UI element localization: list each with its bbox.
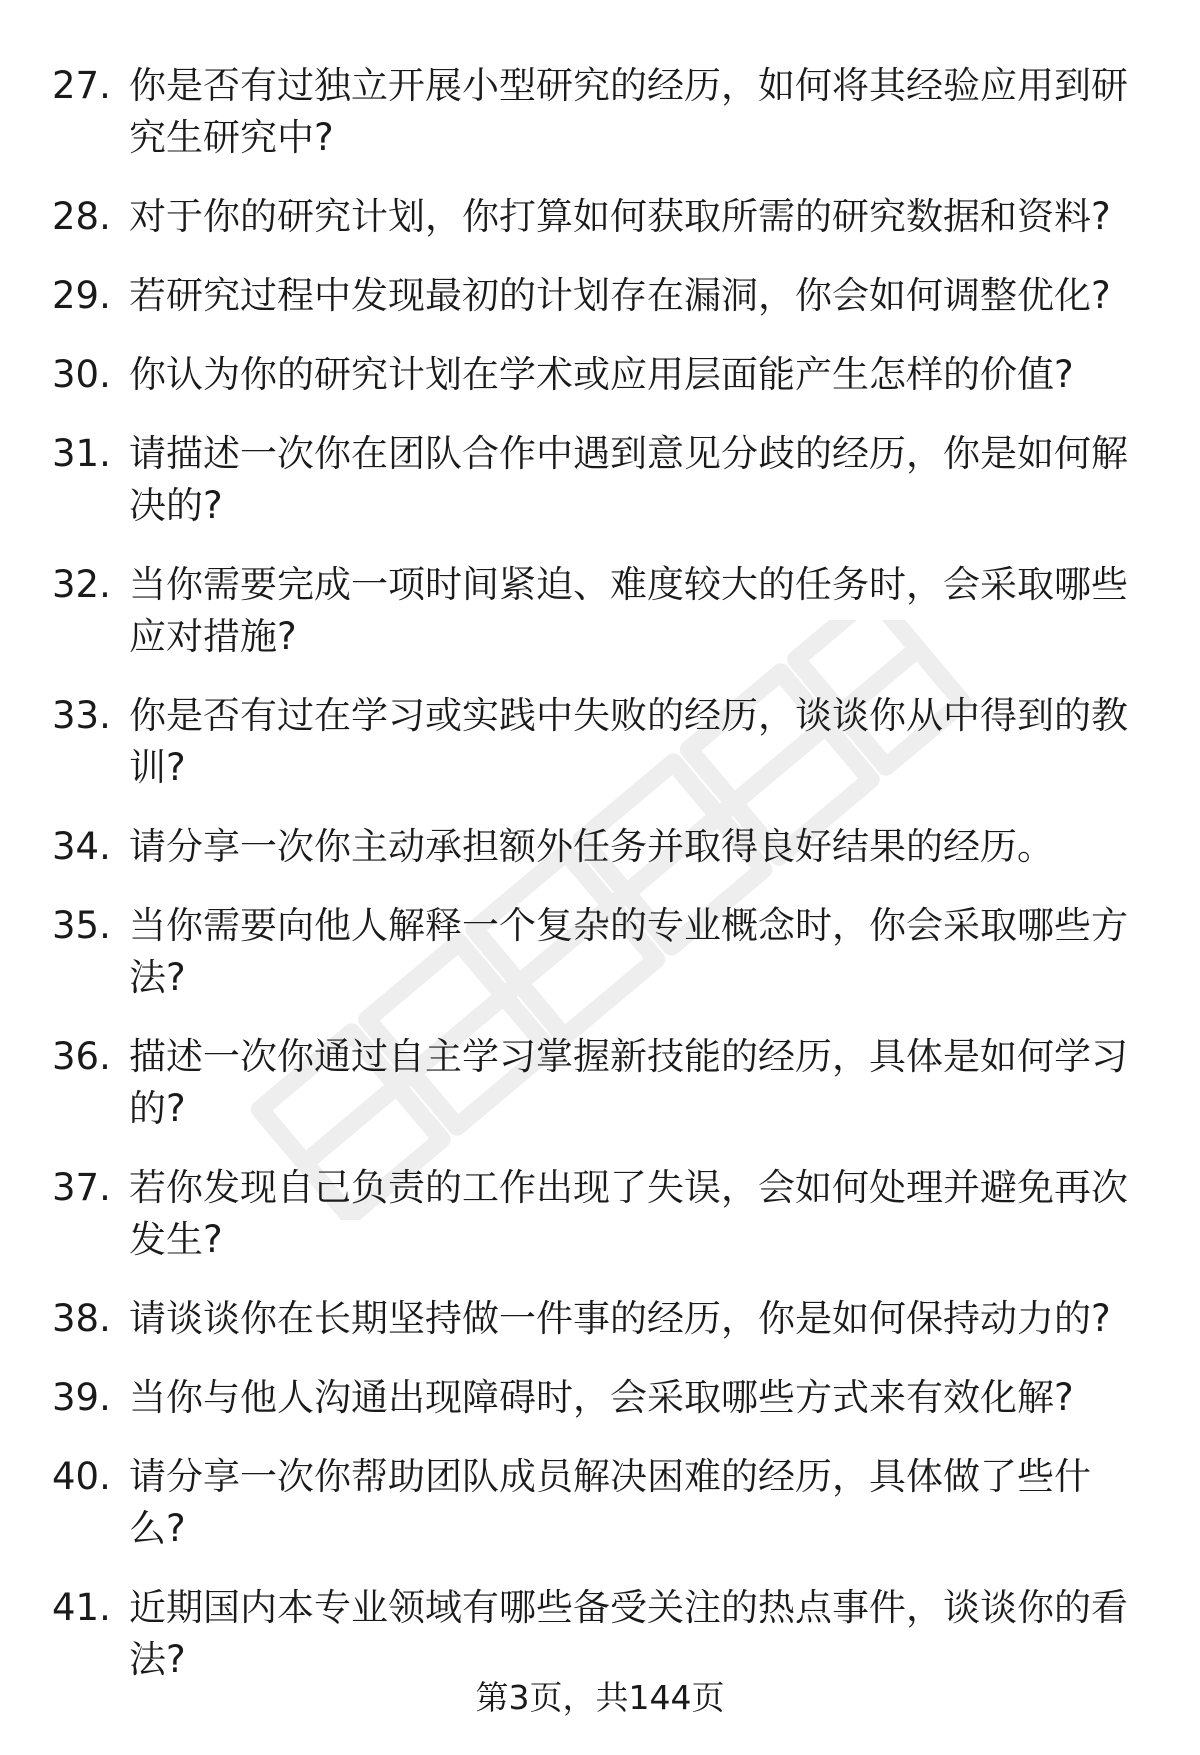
question-text: 请描述一次你在团队合作中遇到意见分歧的经历，你是如何解决的? — [129, 432, 1128, 527]
page-footer: 第3页，共144页 — [475, 1678, 725, 1717]
question-text: 当你与他人沟通出现障碍时，会采取哪些方式来有效化解? — [129, 1376, 1074, 1419]
question-item — [52, 1372, 1142, 1424]
question-item — [52, 349, 1142, 401]
question-text: 请分享一次你帮助团队成员解决困难的经历，具体做了些什么? — [129, 1455, 1091, 1550]
question-text: 若你发现自己负责的工作出现了失误，会如何处理并避免再次发生? — [129, 1166, 1128, 1261]
question-text: 若研究过程中发现最初的计划存在漏洞，你会如何调整优化? — [129, 274, 1111, 317]
question-item — [52, 60, 1142, 164]
question-item — [52, 900, 1142, 1004]
question-number: 37. — [52, 1166, 111, 1209]
question-text: 近期国内本专业领域有哪些备受关注的热点事件，谈谈你的看法? — [129, 1586, 1128, 1681]
question-text: 你认为你的研究计划在学术或应用层面能产生怎样的价值? — [129, 353, 1074, 396]
question-number: 30. — [52, 353, 111, 396]
question-number: 35. — [52, 904, 111, 947]
question-item — [52, 690, 1142, 794]
question-number: 27. — [52, 64, 111, 107]
question-number: 34. — [52, 825, 111, 868]
question-text: 对于你的研究计划，你打算如何获取所需的研究数据和资料? — [129, 195, 1111, 238]
question-item — [52, 1582, 1142, 1686]
question-number: 41. — [52, 1586, 111, 1629]
question-text: 请谈谈你在长期坚持做一件事的经历，你是如何保持动力的? — [129, 1297, 1111, 1340]
question-number: 32. — [52, 563, 111, 606]
question-item — [52, 821, 1142, 873]
question-number: 28. — [52, 195, 111, 238]
question-number: 38. — [52, 1297, 111, 1340]
question-text: 当你需要完成一项时间紧迫、难度较大的任务时，会采取哪些应对措施? — [129, 563, 1128, 658]
question-item — [52, 1162, 1142, 1266]
question-number: 39. — [52, 1376, 111, 1419]
question-text: 描述一次你通过自主学习掌握新技能的经历，具体是如何学习的? — [129, 1035, 1128, 1130]
question-list — [52, 60, 1142, 1713]
question-item — [52, 428, 1142, 532]
question-text: 请分享一次你主动承担额外任务并取得良好结果的经历。 — [129, 825, 1054, 868]
question-number: 33. — [52, 694, 111, 737]
question-item — [52, 559, 1142, 663]
question-item — [52, 1451, 1142, 1555]
question-item — [52, 270, 1142, 322]
question-number: 40. — [52, 1455, 111, 1498]
question-text: 你是否有过在学习或实践中失败的经历，谈谈你从中得到的教训? — [129, 694, 1128, 789]
question-item — [52, 191, 1142, 243]
question-number: 31. — [52, 432, 111, 475]
question-text: 你是否有过独立开展小型研究的经历，如何将其经验应用到研究生研究中? — [129, 64, 1128, 159]
question-number: 29. — [52, 274, 111, 317]
question-item — [52, 1031, 1142, 1135]
question-number: 36. — [52, 1035, 111, 1078]
question-text: 当你需要向他人解释一个复杂的专业概念时，你会采取哪些方法? — [129, 904, 1128, 999]
question-item — [52, 1293, 1142, 1345]
